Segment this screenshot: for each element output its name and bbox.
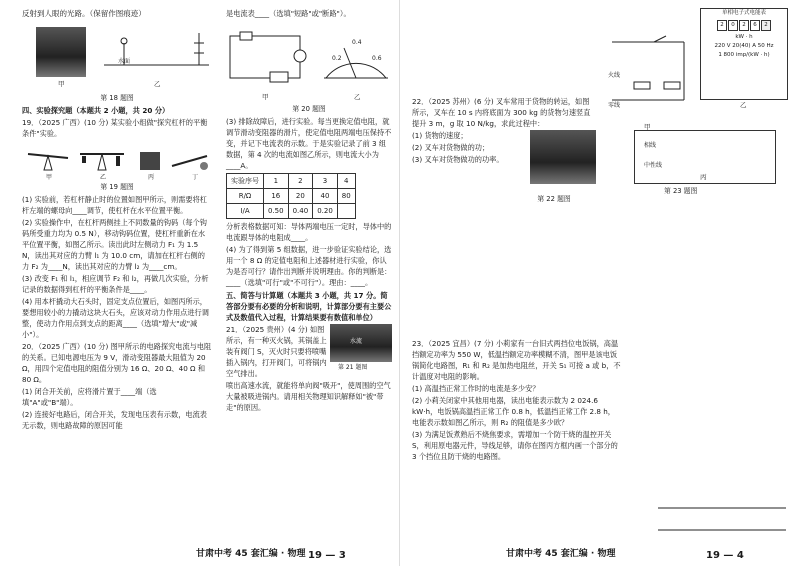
meter-title: 单相电子式电能表 (721, 10, 766, 16)
fig21-caption: 第 21 题图 (338, 364, 368, 371)
fig19-label-a: 甲 (46, 174, 53, 181)
table-header-cell: 1 (264, 174, 289, 189)
table-header-row (227, 174, 356, 189)
table-cell: 20 (288, 189, 313, 204)
table-cell: 16 (264, 189, 289, 204)
q19-line-4: (4) 用本杆撬动大石头时，固定支点位置后，如图丙所示，要想用较小的力撬动这块大石头，应该对动力作用点进行调整，使动力作用点到支点的距离____（选填"增大"或"减小"）。 (22, 297, 209, 339)
table-cell: 0.20 (313, 204, 338, 219)
q22-line-2: (2) 叉车对货物做的功； (412, 143, 490, 152)
q20-cont2-1: 分析表格数据可知：导体两端电压一定时，导体中的电流跟导体的电阻成____。 (226, 222, 392, 242)
meter-digits (701, 20, 787, 31)
fig19-label-c: 丙 (148, 174, 155, 181)
q23-block (412, 338, 622, 463)
fig20-label-b: 乙 (354, 93, 361, 101)
q20-head: 20．（2025 广西）(10 分) 图甲所示的电路探究电流与电阻的关系。已知电源电压为 9 V，滑动变阻器最大阻值为 20 Ω，用四个定值电阻的阻值分别为 16 Ω、20 Ω、40 Ω 和 80 Ω。 (22, 342, 212, 384)
fig23-label-a: 甲 (644, 123, 651, 131)
meter-digit: 2 (717, 20, 727, 31)
figure-22 (530, 130, 596, 194)
fig19-caption: 第 19 题图 (100, 183, 134, 191)
fig23-fire2-label: 相线 (644, 142, 657, 149)
table-header-cell: 实验序号 (227, 174, 264, 189)
table-header-cell: 3 (313, 174, 338, 189)
q22-head: 22．（2025 苏州）(6 分) 叉车常用于货物的转运，如图所示，叉车在 10 s 内将底面为 300 kg 的货物匀速竖直提升 3 m，g 取 10 N/kg，求此过程中： (412, 97, 591, 128)
fig19-label-d: 丁 (192, 174, 199, 181)
left-page-number: 19 — 3 (308, 550, 346, 561)
fig23-zero2-label: 中性线 (644, 162, 663, 169)
right-page-number: 19 — 4 (706, 550, 744, 561)
intro-line: 反射到人眼的光路。（保留作图痕迹） (22, 9, 146, 18)
svg-text:0.6: 0.6 (372, 55, 382, 62)
fig23-label-c: 丙 (700, 173, 707, 181)
fig22-photo (530, 130, 596, 184)
fig19-drawing (22, 140, 212, 174)
q20-top-line: 是电流表____（选填"短路"或"断路"）。 (226, 9, 351, 18)
q19-head: 19．（2025 广西）(10 分) 某实验小组做"探究杠杆的平衡条件"实验。 (22, 118, 208, 138)
electric-meter (700, 8, 788, 100)
q22-line-1: (1) 货物的速度； (412, 131, 468, 140)
table-cell (337, 204, 355, 219)
fig18-diagram (94, 25, 212, 85)
left-column-2 (226, 8, 392, 414)
q22-line-3: (3) 叉车对货物做功的功率。 (412, 155, 504, 164)
meter-unit: kW · h (735, 34, 753, 40)
q23-drawing-area (636, 498, 786, 538)
table-row (227, 204, 356, 219)
table-header-cell: 2 (288, 174, 313, 189)
meter-spec-2: 1 800 imp/(kW · h) (718, 52, 770, 58)
fig18-label-b: 乙 (154, 80, 161, 88)
q20-line-1: (1) 闭合开关前，应将滑片置于____端（选填"A"或"B"端）。 (22, 387, 157, 407)
figure-18 (22, 23, 212, 93)
table-row (227, 189, 356, 204)
q19-line-1: (1) 实验前，若杠杆静止时的位置如图甲所示，则需要将杠杆左端的螺母向____调节，使杠杆在水平位置平衡。 (22, 195, 207, 215)
meter-digit: 0 (728, 20, 738, 31)
q23-line-3: (3) 为满足饭煮熟后不烧焦要求，需增加一个防干烧的温控开关 S，利用原电器元件，导线足够，请你在图丙方框内画一个部分的 3 个挡位且防干烧的电路图。 (412, 430, 618, 461)
table-cell: 0.50 (264, 204, 289, 219)
right-page (400, 0, 800, 566)
q19-line-3: (3) 改变 F₁ 和 l₁，相应调节 F₂ 和 l₂，再做几次实验，分析记录的数据得到杠杆的平衡条件是____。 (22, 274, 209, 294)
meter-digit: 2 (739, 20, 749, 31)
q21-block (226, 324, 392, 413)
q21-line-1: 喷出高速水流，就能将单向阀"吸开"，使周围的空气大量被吸进锅内。请用相关物理知识解释如"被"带走"的原因。 (226, 381, 391, 412)
right-footer: 甘肃中考 45 套汇编 · 物理 (506, 549, 616, 559)
q20-cont2-2: (4) 为了得到第 5 组数据，进一步验证实验结论，选用一个 8 Ω 的定值电阻和上述器材进行实验，你认为是否可行？请作出判断并说明理由。你的判断是：____（选填"可行"或"不可行"）。理由：____。 (226, 245, 392, 287)
meter-digit: 2 (761, 20, 771, 31)
fig23-label-b: 乙 (740, 101, 747, 109)
table-cell: 0.40 (288, 204, 313, 219)
fig20-caption: 第 20 题图 (292, 105, 326, 113)
table-cell: 40 (313, 189, 338, 204)
q22-block (412, 96, 596, 206)
fig20-label-a: 甲 (262, 93, 269, 101)
q20-line-2: (2) 连接好电路后，闭合开关，发现电压表有示数，电流表无示数，则电路故障的原因可能 (22, 410, 207, 430)
q20-cont-1: (3) 排除故障后，进行实验。每当更换定值电阻，就调节滑动变阻器的滑片，使定值电阻两端电压保持不变，并记下电流表的示数。于是实验记录了前 3 组数据，第 4 次的电流如图乙所示，则电流大小为____A。 (226, 117, 392, 170)
section4-title: 四、实验探究题（本题共 2 小题，共 20 分） (22, 106, 170, 115)
left-column-1 (22, 8, 212, 432)
q21-head: 21．（2025 贵州）(4 分) 如图所示，有一种灭火锅，其锅盖上装有阀门 S，灭火时只要将喷嘴插入锅内，打开阀门，可将锅内空气排出。 (226, 325, 327, 378)
fig22-caption: 第 22 题图 (537, 195, 571, 203)
fig18-water-label: 水面 (118, 58, 131, 65)
fig23-neutral-label: 零线 (608, 102, 621, 109)
fig23-live-label: 火线 (608, 72, 621, 79)
q20-data-table (226, 173, 356, 219)
left-footer: 甘肃中考 45 套汇编 · 物理 (196, 549, 306, 559)
meter-digit: 6 (750, 20, 760, 31)
q23-line-1: (1) 高温挡正常工作时的电流是多少安？ (412, 384, 540, 393)
table-cell: R/Ω (227, 189, 264, 204)
q19-line-2: (2) 实验操作中，在杠杆两侧挂上不同数量的钩码（每个钩码所受重力均为 0.5 N），移动钩码位置，使杠杆重新在水平位置平衡，如图乙所示。读出此时左侧动力 F₁ 为 1.5 N，读出其对应的力臂 l₁ 为 10.0 cm，请加在杠杆右侧的力 F₂ 为____N，读出其对应的力臂 l₂ 为____cm。 (22, 218, 207, 271)
table-cell: 80 (337, 189, 355, 204)
meter-spec-1: 220 V 20(40) A 50 Hz (714, 43, 774, 49)
fig18-caption: 第 18 题图 (100, 94, 134, 102)
table-cell: I/A (227, 204, 264, 219)
figure-19 (22, 140, 212, 182)
table-header-cell: 4 (337, 174, 355, 189)
fig18-photo (36, 27, 86, 77)
q23-line-2: (2) 小莉关闭家中其他用电器，读出电能表示数为 2 024.6 kW·h，电饭锅高温挡正常工作 0.8 h，低温挡正常工作 2.8 h，电能表示数如图乙所示，则 R₂ 的阻值是多少欧？ (412, 396, 615, 427)
fig20-circuit (226, 20, 392, 96)
svg-text:0.2: 0.2 (332, 55, 342, 62)
svg-text:0.4: 0.4 (352, 39, 362, 46)
q23-wire-lines (636, 498, 786, 538)
figure-20 (226, 20, 392, 104)
section5-title: 五、简答与计算题（本题共 3 小题，共 17 分。简答部分要有必要的分析和说明，计算部分要有主要公式及数值代入过程，计算结果要有数值和单位） (226, 291, 392, 322)
q23-head: 23．（2025 宜昌）(7 分) 小莉家有一台旧式两挡位电饭锅，高温挡额定功率为 550 W，低温挡额定功率模糊不清，图甲是该电饭锅简化电路图，R₁ 和 R₂ 是加热电阻丝，开关 S₁ 可接 a 或 b，不计温度对电阻的影响。 (412, 339, 621, 381)
figure-21 (330, 324, 392, 370)
fig21-water-label: 水流 (350, 338, 363, 345)
fig19-label-b: 乙 (100, 174, 107, 181)
fig23-caption: 第 23 题图 (664, 187, 698, 195)
fig18-label-a: 甲 (58, 80, 65, 88)
